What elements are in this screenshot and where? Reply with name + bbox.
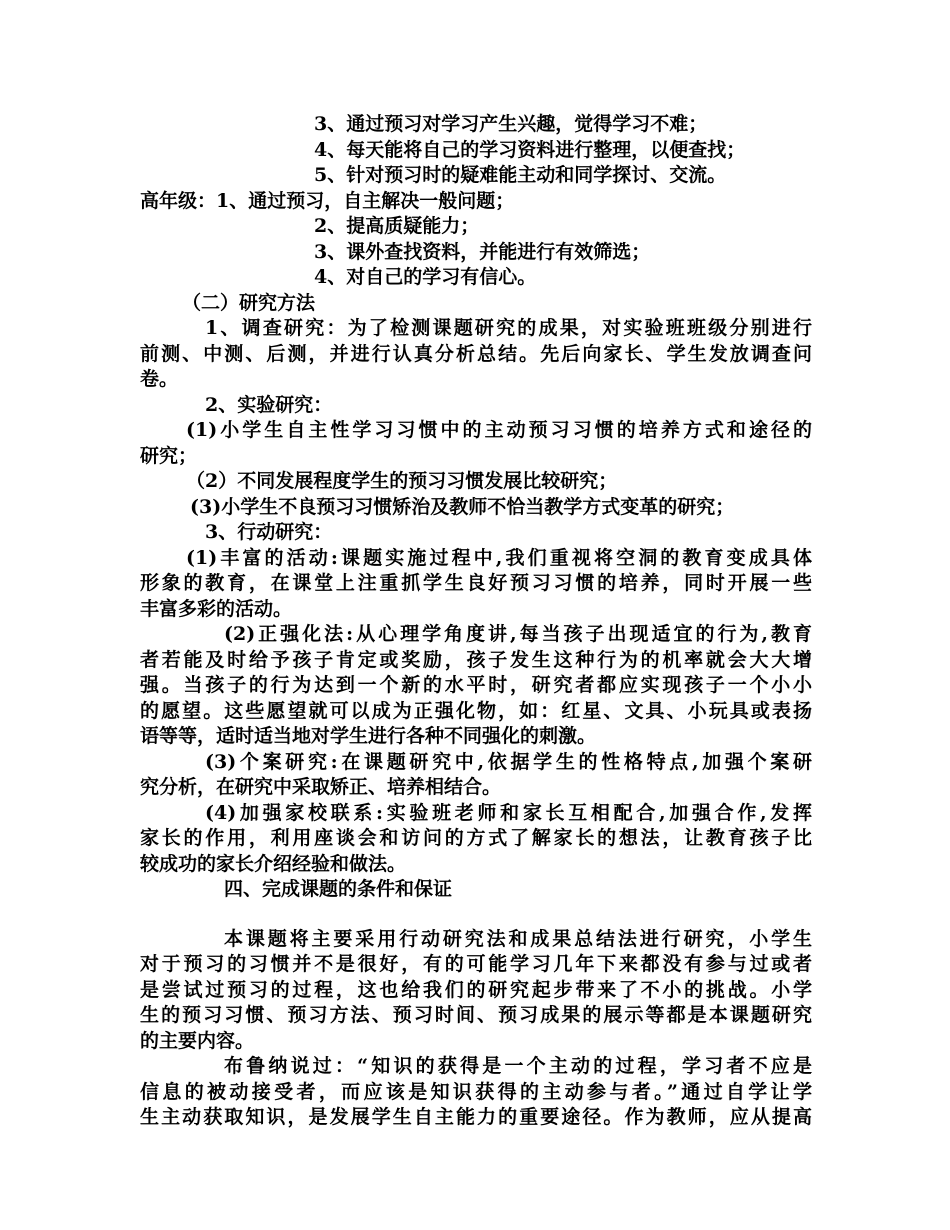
paragraph-line: (1)丰富的活动:课题实施过程中,我们重视将空洞的教育变成具体 xyxy=(186,546,812,569)
paragraph-line: 究分析，在研究中采取矫正、培养相结合。 xyxy=(140,776,502,798)
objective-line: 高年级：1、通过预习，自主解决一般问题； xyxy=(140,189,515,212)
objective-line: 5、针对预习时的疑难能主动和同学探讨、交流。 xyxy=(314,164,727,186)
objective-line: 4、对自己的学习有信心。 xyxy=(314,266,537,288)
heading-line: 四、完成课题的条件和保证 xyxy=(224,878,453,900)
paragraph-line: 1、调查研究：为了检测课题研究的成果，对实验班班级分别进行 xyxy=(205,317,812,339)
objective-line: 3、通过预习对学习产生兴趣，觉得学习不难； xyxy=(314,113,708,135)
methods-section xyxy=(140,316,812,903)
paragraph-line: 形象的教育，在课堂上注重抓学生良好预习习惯的培养，同时开展一些 xyxy=(140,572,812,594)
method-paragraph xyxy=(140,622,812,750)
body-section xyxy=(140,927,812,1131)
section-heading xyxy=(140,877,812,903)
paragraph-line: 布鲁纳说过：“知识的获得是一个主动的过程，学习者不应是 xyxy=(224,1055,812,1077)
section-heading: （二）研究方法 xyxy=(182,291,316,314)
paragraph-line: 语等等，适时适当地对学生进行各种不同强化的刺激。 xyxy=(140,725,597,747)
paragraph-line: (4)加强家校联系:实验班老师和家长互相配合,加强合作,发挥 xyxy=(205,801,812,824)
paragraph-line: 信息的被动接受者，而应该是知识获得的主动参与者。”通过自学让学 xyxy=(140,1080,812,1103)
paragraph-line: 较成功的家长介绍经验和做法。 xyxy=(140,852,407,875)
paragraph-line: 研究； xyxy=(140,444,198,467)
paragraph-line: 3、行动研究： xyxy=(205,521,333,543)
method-paragraph xyxy=(140,393,812,419)
objective-line: 4、每天能将自己的学习资料进行整理，以便查找； xyxy=(314,138,746,161)
method-paragraph xyxy=(140,520,812,546)
method-paragraph xyxy=(140,801,812,878)
paragraph-line: (1)小学生自主性学习习惯中的主动预习习惯的培养方式和途径的 xyxy=(186,419,812,441)
paragraph-gap xyxy=(140,903,812,927)
objective-line: 3、课外查找资料，并能进行有效筛选； xyxy=(314,240,651,263)
paragraph-line: 的主要内容。 xyxy=(140,1029,255,1052)
paragraph-line: 的愿望。这些愿望就可以成为正强化物，如：红星、文具、小玩具或表扬 xyxy=(140,699,812,722)
body-paragraph xyxy=(140,927,812,1055)
method-paragraph xyxy=(140,495,812,521)
method-paragraph xyxy=(140,418,812,469)
paragraph-line: 生的预习习惯、预习方法、预习时间、预习成果的展示等都是本课题研究 xyxy=(140,1004,812,1026)
paragraph-line: (2)正强化法:从心理学角度讲,每当孩子出现适宜的行为,教育 xyxy=(224,623,812,645)
paragraph-line: （2）不同发展程度学生的预习习惯发展比较研究； xyxy=(186,470,618,492)
objectives-list xyxy=(140,112,812,316)
paragraph-line: 生主动获取知识，是发展学生自主能力的重要途径。作为教师，应从提高 xyxy=(140,1106,812,1128)
paragraph-line: 2、实验研究： xyxy=(205,393,333,416)
paragraph-line: (3)个案研究:在课题研究中,依据学生的性格特点,加强个案研 xyxy=(205,750,812,773)
paragraph-line: 对于预习的习惯并不是很好，有的可能学习几年下来都没有参与过或者 xyxy=(140,953,812,975)
paragraph-line: 强。当孩子的行为达到一个新的水平时，研究者都应实现孩子一个小小 xyxy=(140,674,812,696)
paragraph-line: 者若能及时给予孩子肯定或奖励，孩子发生这种行为的机率就会大大增 xyxy=(140,648,812,671)
document-page xyxy=(140,112,812,1131)
method-paragraph xyxy=(140,316,812,393)
paragraph-line: 丰富多彩的活动。 xyxy=(140,597,293,620)
objective-line: 2、提高质疑能力； xyxy=(314,215,480,237)
paragraph-line: 前测、中测、后测，并进行认真分析总结。先后向家长、学生发放调查问 xyxy=(140,342,812,365)
paragraph-line: 是尝试过预习的过程，这也给我们的研究起步带来了不小的挑战。小学 xyxy=(140,978,812,1001)
paragraph-line: (3)小学生不良预习习惯矫治及教师不恰当教学方式变革的研究； xyxy=(190,495,735,518)
paragraph-line: 家长的作用，利用座谈会和访问的方式了解家长的想法，让教育孩子比 xyxy=(140,827,812,849)
method-paragraph xyxy=(140,469,812,495)
method-paragraph xyxy=(140,750,812,801)
body-paragraph xyxy=(140,1054,812,1131)
paragraph-line: 卷。 xyxy=(140,368,179,390)
paragraph-line: 本课题将主要采用行动研究法和成果总结法进行研究，小学生 xyxy=(224,927,812,950)
method-paragraph xyxy=(140,546,812,623)
